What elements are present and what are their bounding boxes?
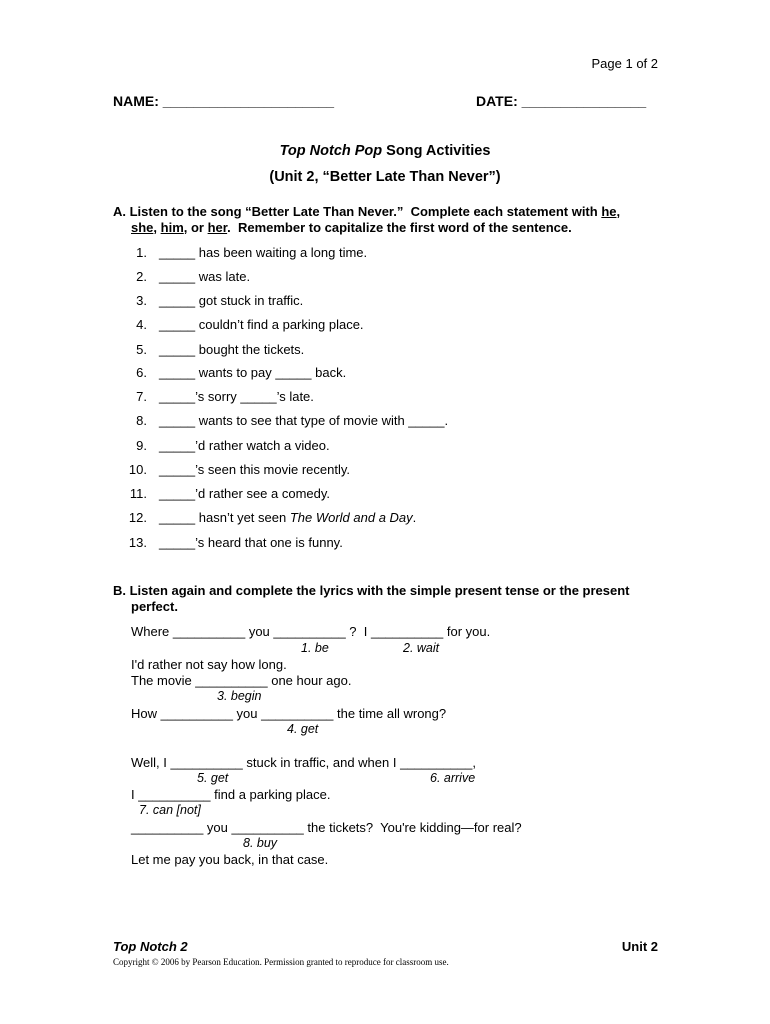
section-a-instructions-line1: [113, 204, 620, 220]
item-number: 13.: [128, 535, 147, 550]
section-a-instructions-line2: [131, 220, 572, 236]
worksheet-title: [0, 143, 770, 159]
item-text: [159, 510, 416, 525]
copyright-notice: Copyright © 2006 by Pearson Education. Permission granted to reproduce for classroom use.: [113, 957, 449, 967]
section-b-instructions-line2: perfect.: [131, 599, 178, 614]
sep-comma: ,: [153, 220, 161, 235]
item-text: _____’s seen this movie recently.: [159, 462, 351, 477]
item-text: _____ has been waiting a long time.: [159, 245, 368, 260]
footer-unit: Unit 2: [621, 939, 658, 954]
verb-hint: 5. get: [197, 771, 229, 785]
verb-hint: 3. begin: [217, 689, 262, 703]
item-text: _____ got stuck in traffic.: [159, 293, 304, 308]
verb-hint: 1. be: [301, 641, 329, 655]
lyric-line: I __________ find a parking place.: [131, 787, 331, 802]
lyric-line: How __________ you __________ the time all wrong?: [131, 706, 447, 721]
item-text: _____’s heard that one is funny.: [159, 535, 343, 550]
name-field: NAME: ______________________: [113, 93, 335, 109]
lyric-line: Where __________ you __________ ? I __________ for you.: [131, 624, 491, 639]
item-number: 6.: [136, 365, 147, 380]
title-italic: Top Notch Pop: [279, 143, 383, 159]
section-a-lead: A. Listen to the song “Better Late Than Never.” Complete each statement with: [113, 204, 602, 219]
verb-hint: 4. get: [287, 722, 319, 736]
item-text-end: .: [412, 510, 417, 525]
section-a-tail: . Remember to capitalize the first word of the sentence.: [227, 220, 572, 235]
item-number: 12.: [128, 510, 147, 525]
verb-hint: 6. arrive: [430, 771, 476, 785]
word-him: him: [160, 220, 184, 235]
item-text: _____ wants to pay _____ back.: [159, 365, 347, 380]
item-number: 7.: [136, 389, 147, 404]
item-number: 5.: [136, 342, 147, 357]
item-text: _____ was late.: [159, 269, 251, 284]
item-number: 8.: [136, 413, 147, 428]
item-number: 2.: [136, 269, 147, 284]
sep-or: , or: [183, 220, 208, 235]
item-text: _____’s sorry _____’s late.: [159, 389, 314, 404]
item-text-plain: _____ hasn’t yet seen: [159, 510, 290, 525]
verb-hint: 7. can [not]: [139, 803, 201, 817]
lyric-line: Well, I __________ stuck in traffic, and when I __________,: [131, 755, 476, 770]
item-number: 11.: [129, 486, 147, 501]
page-number: Page 1 of 2: [591, 56, 658, 71]
word-he: he: [601, 204, 617, 219]
lyric-line: The movie __________ one hour ago.: [131, 673, 352, 688]
lyric-line: I'd rather not say how long.: [131, 657, 287, 672]
lyric-line: Let me pay you back, in that case.: [131, 852, 329, 867]
word-she: she: [131, 220, 154, 235]
title-rest: Song Activities: [382, 143, 491, 159]
item-text: _____ couldn’t find a parking place.: [159, 317, 364, 332]
verb-hint: 2. wait: [403, 641, 440, 655]
movie-title: The World and a Day: [289, 510, 413, 525]
item-text: _____ bought the tickets.: [159, 342, 305, 357]
item-number: 10.: [128, 462, 147, 477]
item-text: _____ wants to see that type of movie with _____.: [159, 413, 449, 428]
lyric-line: __________ you __________ the tickets? You're kidding—for real?: [131, 820, 522, 835]
date-field: DATE: ________________: [476, 93, 647, 109]
item-text: _____’d rather watch a video.: [159, 438, 330, 453]
section-b-instructions-line1: B. Listen again and complete the lyrics with the simple present tense or the present: [113, 583, 630, 598]
item-text: _____’d rather see a comedy.: [159, 486, 331, 501]
verb-hint: 8. buy: [243, 836, 278, 850]
item-number: 3.: [136, 293, 147, 308]
word-her: her: [207, 220, 228, 235]
worksheet-subtitle: (Unit 2, “Better Late Than Never”): [269, 169, 501, 185]
footer-book-title: Top Notch 2: [113, 939, 188, 954]
item-number: 9.: [136, 438, 147, 453]
item-number: 4.: [136, 317, 147, 332]
item-number: 1.: [136, 245, 147, 260]
sep-comma: ,: [616, 204, 621, 219]
